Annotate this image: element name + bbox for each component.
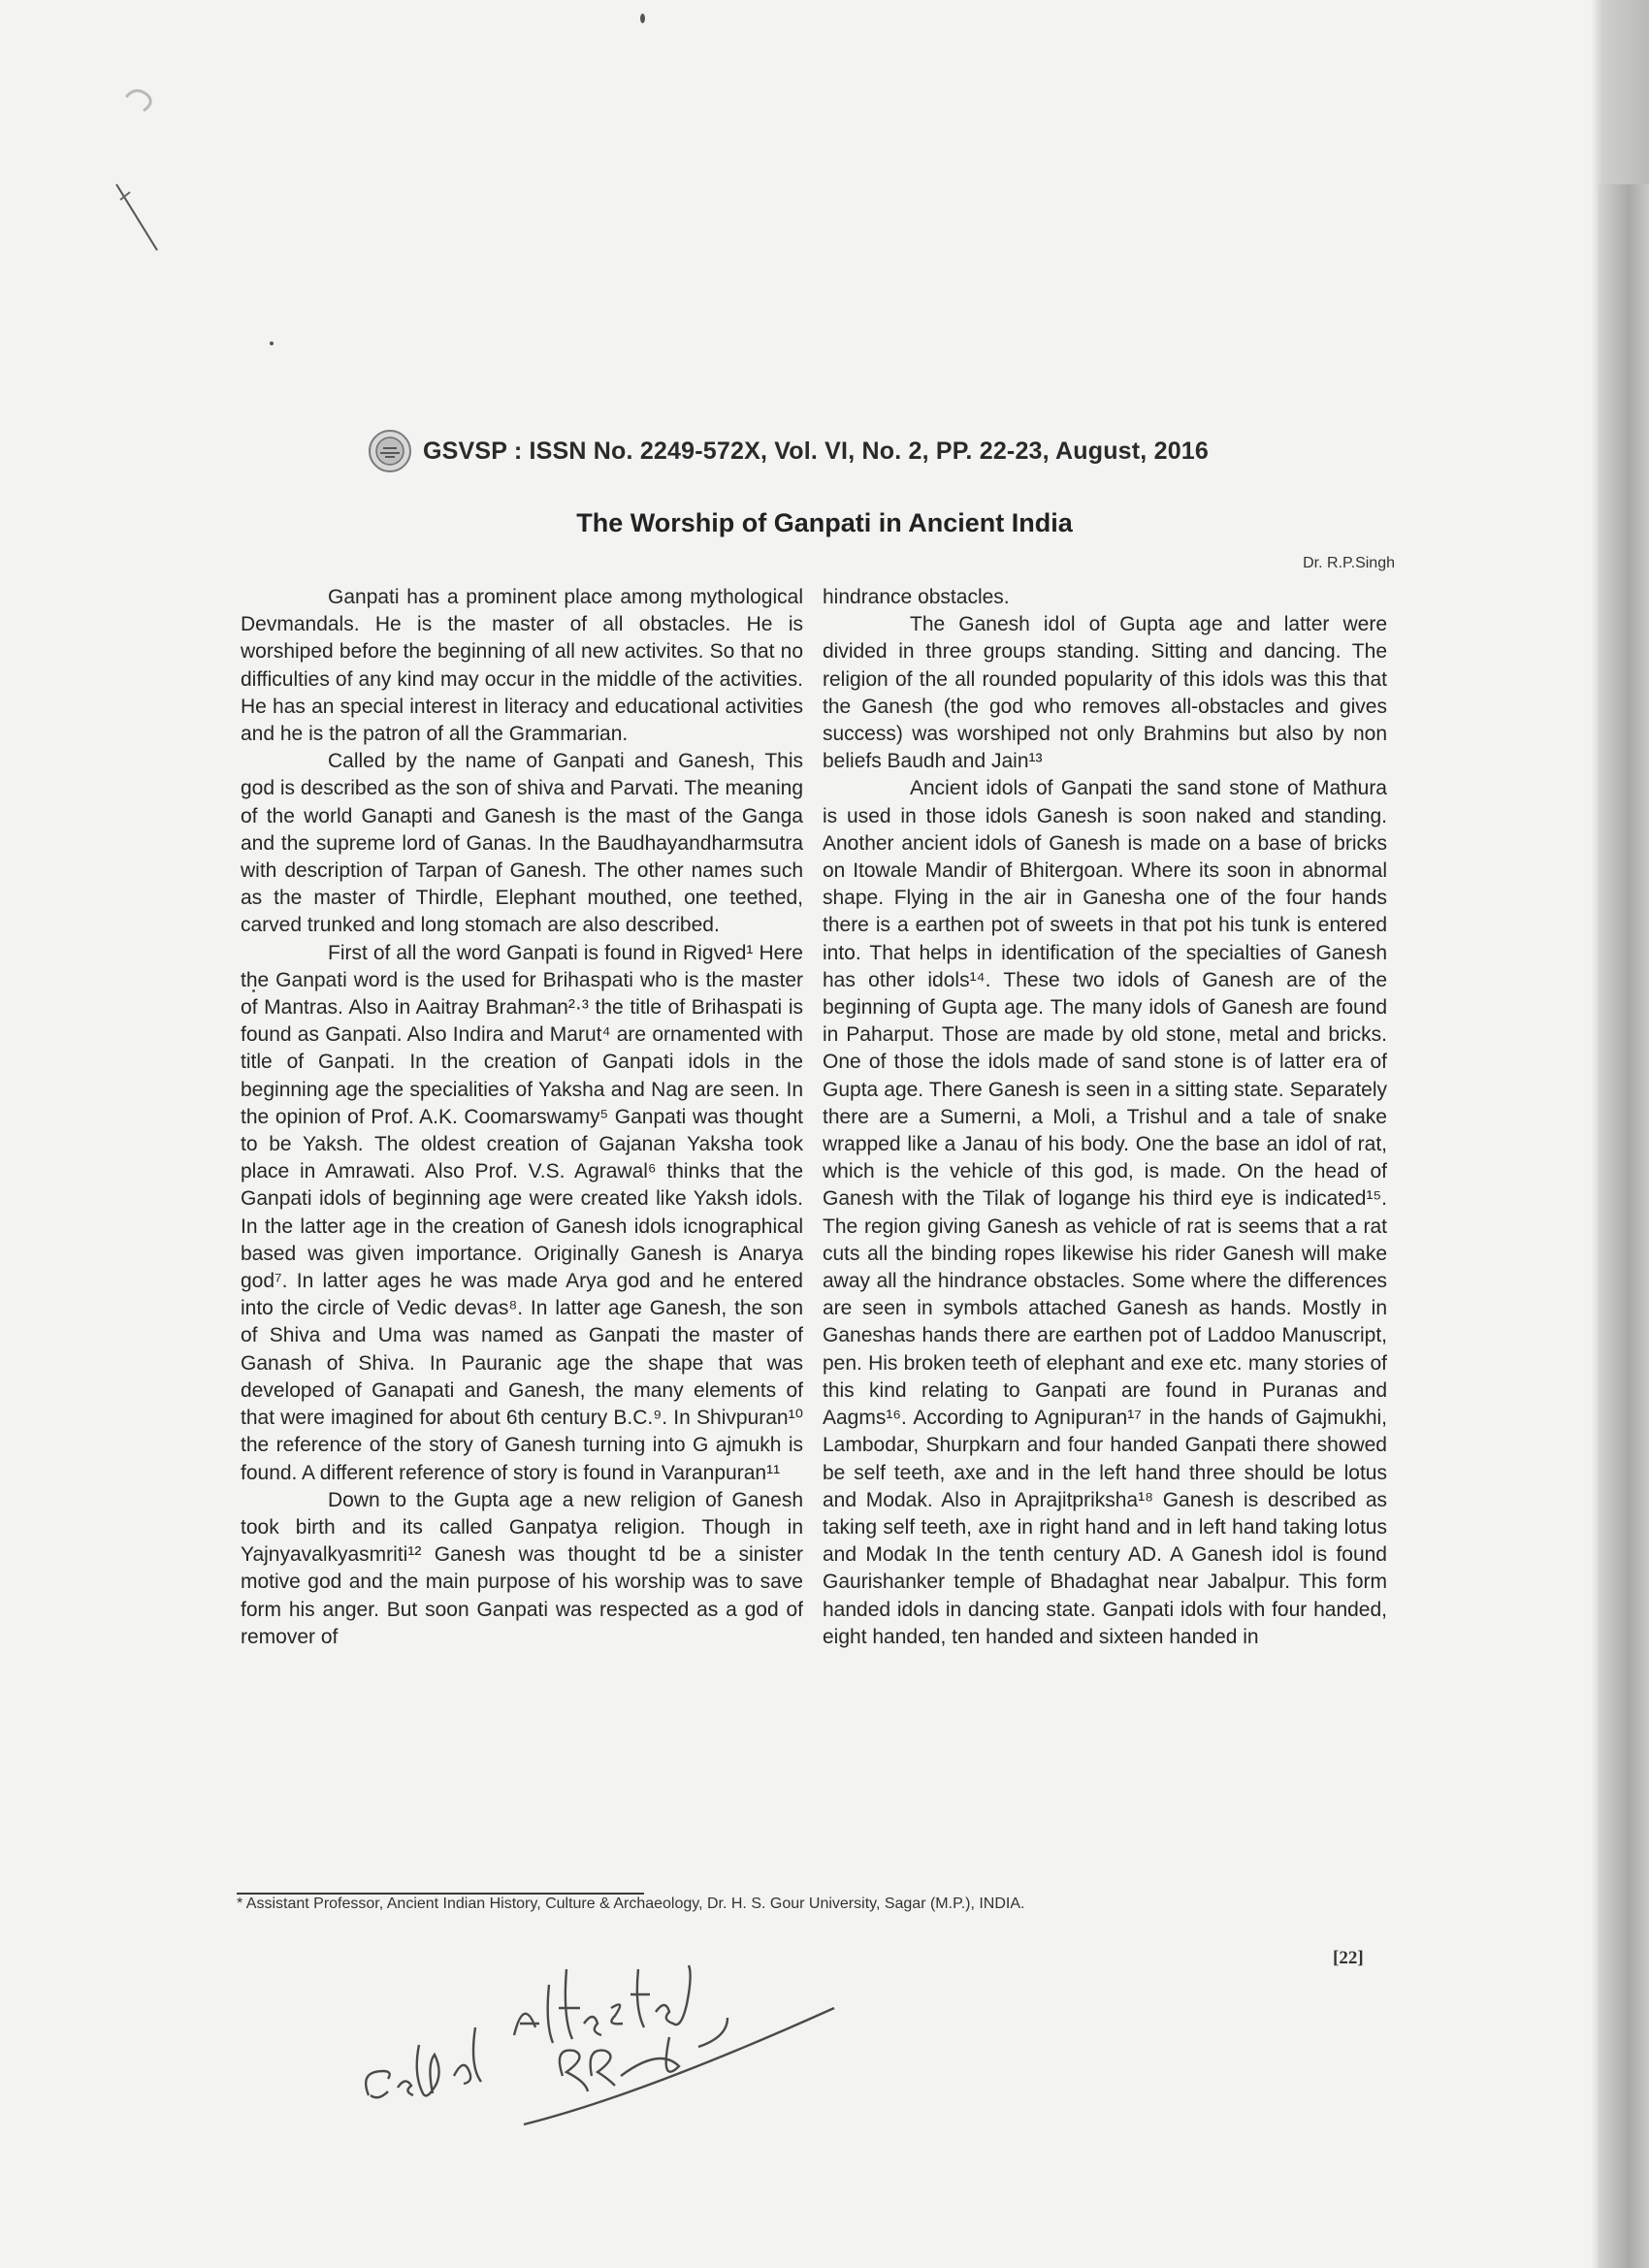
journal-logo-icon [367,428,413,474]
paragraph: Down to the Gupta age a new religion of Ganesh took birth and its called Ganpatya religion. Though in Yajnyavalkyasmriti¹² Ganesh was thought td be a sinister motive god and the main purpose of his worship was to save form his anger. But soon Ganpati was respected as a god of remover of [241,1488,803,1648]
journal-header [367,427,1337,475]
ink-speck [270,341,274,345]
paragraph: Called by the name of Ganpati and Ganesh, This god is described as the son of shiva and Parvati. The meaning of the world Ganapti and Ganesh is the mast of the Ganga and the supreme lord of Ganas. In the Baudhayandharmsutra with description of Tarpan of Ganesh. The other names such as the master of Thirdle, Elephant mouthed, one teethed, carved trunked and long stomach are also described. [241,750,803,937]
author-affiliation-footnote: * Assistant Professor, Ancient Indian History, Culture & Archaeology, Dr. H. S. Gour University, Sagar (M.P.), INDIA. [237,1895,1025,1912]
left-column [241,584,803,1651]
margin-scribble [107,78,223,272]
handwritten-signature [330,1930,873,2154]
scan-shadow-edge [1599,184,1649,2268]
paragraph: The Ganesh idol of Gupta age and latter were divided in three groups standing. Sitting and dancing. The religion of the all rounded popularity of this idols was this that the Ganesh (the god who removes all-obstacles and gives success) was worshiped not only Brahmins but also by non beliefs Baudh and Jain¹³ [823,613,1387,773]
article-title: The Worship of Ganpati in Ancient India [576,508,1073,537]
journal-citation: GSVSP : ISSN No. 2249-572X, Vol. VI, No. 2, PP. 22-23, August, 2016 [423,437,1210,465]
paragraph: Ancient idols of Ganpati the sand stone of Mathura is used in those idols Ganesh is soon naked and standing. Another ancient idols of Ganesh is made on a base of bricks on Itowale Mandir of Bhitergoan. Where its soon in abnormal shape. Flying in the air in Ganesha one of the four hands there is a earthen pot of sweets in that pot his tunk is entered into. That helps in identification of the specialties of Ganesh has other idols¹⁴. These two idols of Ganesh are of the beginning of Gupta age. The many idols of Ganesh are found in Paharput. Those are made by old stone, metal and bricks. One of those the idols made of sand stone is of latter era of Gupta age. There Ganesh is seen in a sitting state. Separately there are a Sumerni, a Moli, a Trishul and a tale of snake wrapped like a Janau of his body. One the base an idol of rat, which is the vehicle of this god, is made. On the head of Ganesh with the Tilak of logange his third eye is indicated¹⁵. The region giving Ganesh as vehicle of rat is seems that a rat cuts all the binding ropes likewise his rider Ganesh will make away all the hindrance obstacles. Some where the differences are seen in symbols attached Ganesh as hands. Mostly in Ganeshas hands there are earthen pot of Laddoo Manuscript, pen. His broken teeth of elephant and exe etc. many stories of this kind relating to Ganpati are found in Puranas and Aagms¹⁶. According to Agnipuran¹⁷ in the hands of Gajmukhi, Lambodar, Shurpkarn and four handed Ganpati there showed be self teeth, axe and in the left hand three should be lotus and Modak. Also in Aprajitpriksha¹⁸ Ganesh is described as taking self teeth, axe in right hand and in left hand taking lotus and Modak In the tenth century AD. A Ganesh idol is found Gaurishanker temple of Bhadaghat near Jabalpur. This form handed idols in dancing state. Ganpati idols with four handed, eight handed, ten handed and sixteen handed in [823,777,1387,1648]
ink-speck [640,14,645,23]
right-column [823,584,1387,1651]
author-name: Dr. R.P.Singh [1303,555,1395,571]
page-number: [22] [1333,1948,1364,1968]
footnote-divider [237,1893,644,1895]
paragraph: Ganpati has a prominent place among mythological Devmandals. He is the master of all obstacles. He is worshiped before the beginning of all new activites. So that no difficulties of any kind may occur in the middle of the activities. He has an special interest in literacy and educational activities and he is the patron of all the Grammarian. [241,586,803,746]
paragraph: hindrance obstacles. [823,586,1010,608]
paragraph: First of all the word Ganpati is found in Rigved¹ Here the Ganpati word is the used for Brihaspati who is the master of Mantras. Also in Aaitray Brahman²·³ the title of Brihaspati is found as Ganpati. Also Indira and Marut⁴ are ornamented with title of Ganpati. In the creation of Ganpati idols in the beginning age the specialities of Yaksha and Nag are seen. In the opinion of Prof. A.K. Coomarswamy⁵ Ganpati was thought to be Yaksh. The oldest creation of Gajanan Yaksha took place in Amrawati. Also Prof. V.S. Agrawal⁶ thinks that the Ganpati idols of beginning age were created like Yaksh idols. In the latter age in the creation of Ganesh idols icnographical based was given importance. Originally Ganesh is Anarya god⁷. In latter ages he was made Arya god and he entered into the circle of Vedic devas⁸. In latter age Ganesh, the son of Shiva and Uma was named as Ganpati the master of Ganash of Shiva. In Pauranic age the shape that was developed of Ganapati and Ganesh, the many elements of that were imagined for about 6th century B.C.⁹. In Shivpuran¹⁰ the reference of the story of Ganesh turning into G ajmukh is found. A different reference of story is found in Varanpuran¹¹ [241,941,803,1484]
